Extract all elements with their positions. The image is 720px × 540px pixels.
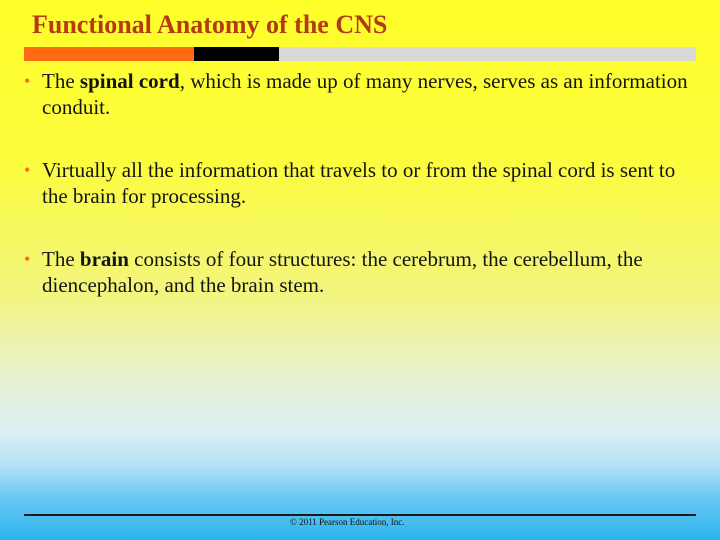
bullet-icon: • — [24, 160, 31, 180]
bullet-item-information — [24, 157, 700, 209]
bullet-item-spinal-cord — [24, 68, 700, 120]
title-bar-black-segment — [194, 47, 279, 61]
bullet-text-post: consists of four structures: the cerebrum, the cerebellum, the diencephalon, and the brain stem. — [42, 247, 643, 297]
footer-divider — [24, 514, 696, 516]
bullet-icon: • — [24, 71, 31, 91]
copyright-footer: © 2011 Pearson Education, Inc. — [290, 517, 405, 527]
bullet-text-pre: The — [42, 247, 80, 271]
bullet-text-bold: brain — [79, 247, 129, 271]
bullet-item-brain — [24, 246, 700, 298]
bullet-text-pre: Virtually all the information that travels to or from the spinal cord is sent to the brain for processing. — [42, 158, 676, 208]
bullet-text-pre: The — [42, 69, 80, 93]
slide-title: Functional Anatomy of the CNS — [32, 10, 388, 39]
bullet-text-bold: spinal cord — [79, 69, 180, 93]
title-bar-orange-segment — [24, 47, 194, 61]
title-bar-gray-segment — [279, 47, 696, 61]
bullet-text-post: , which is made up of many nerves, serves as an information conduit. — [42, 69, 688, 119]
title-underline-bar — [24, 47, 696, 61]
bullet-icon: • — [24, 249, 31, 269]
